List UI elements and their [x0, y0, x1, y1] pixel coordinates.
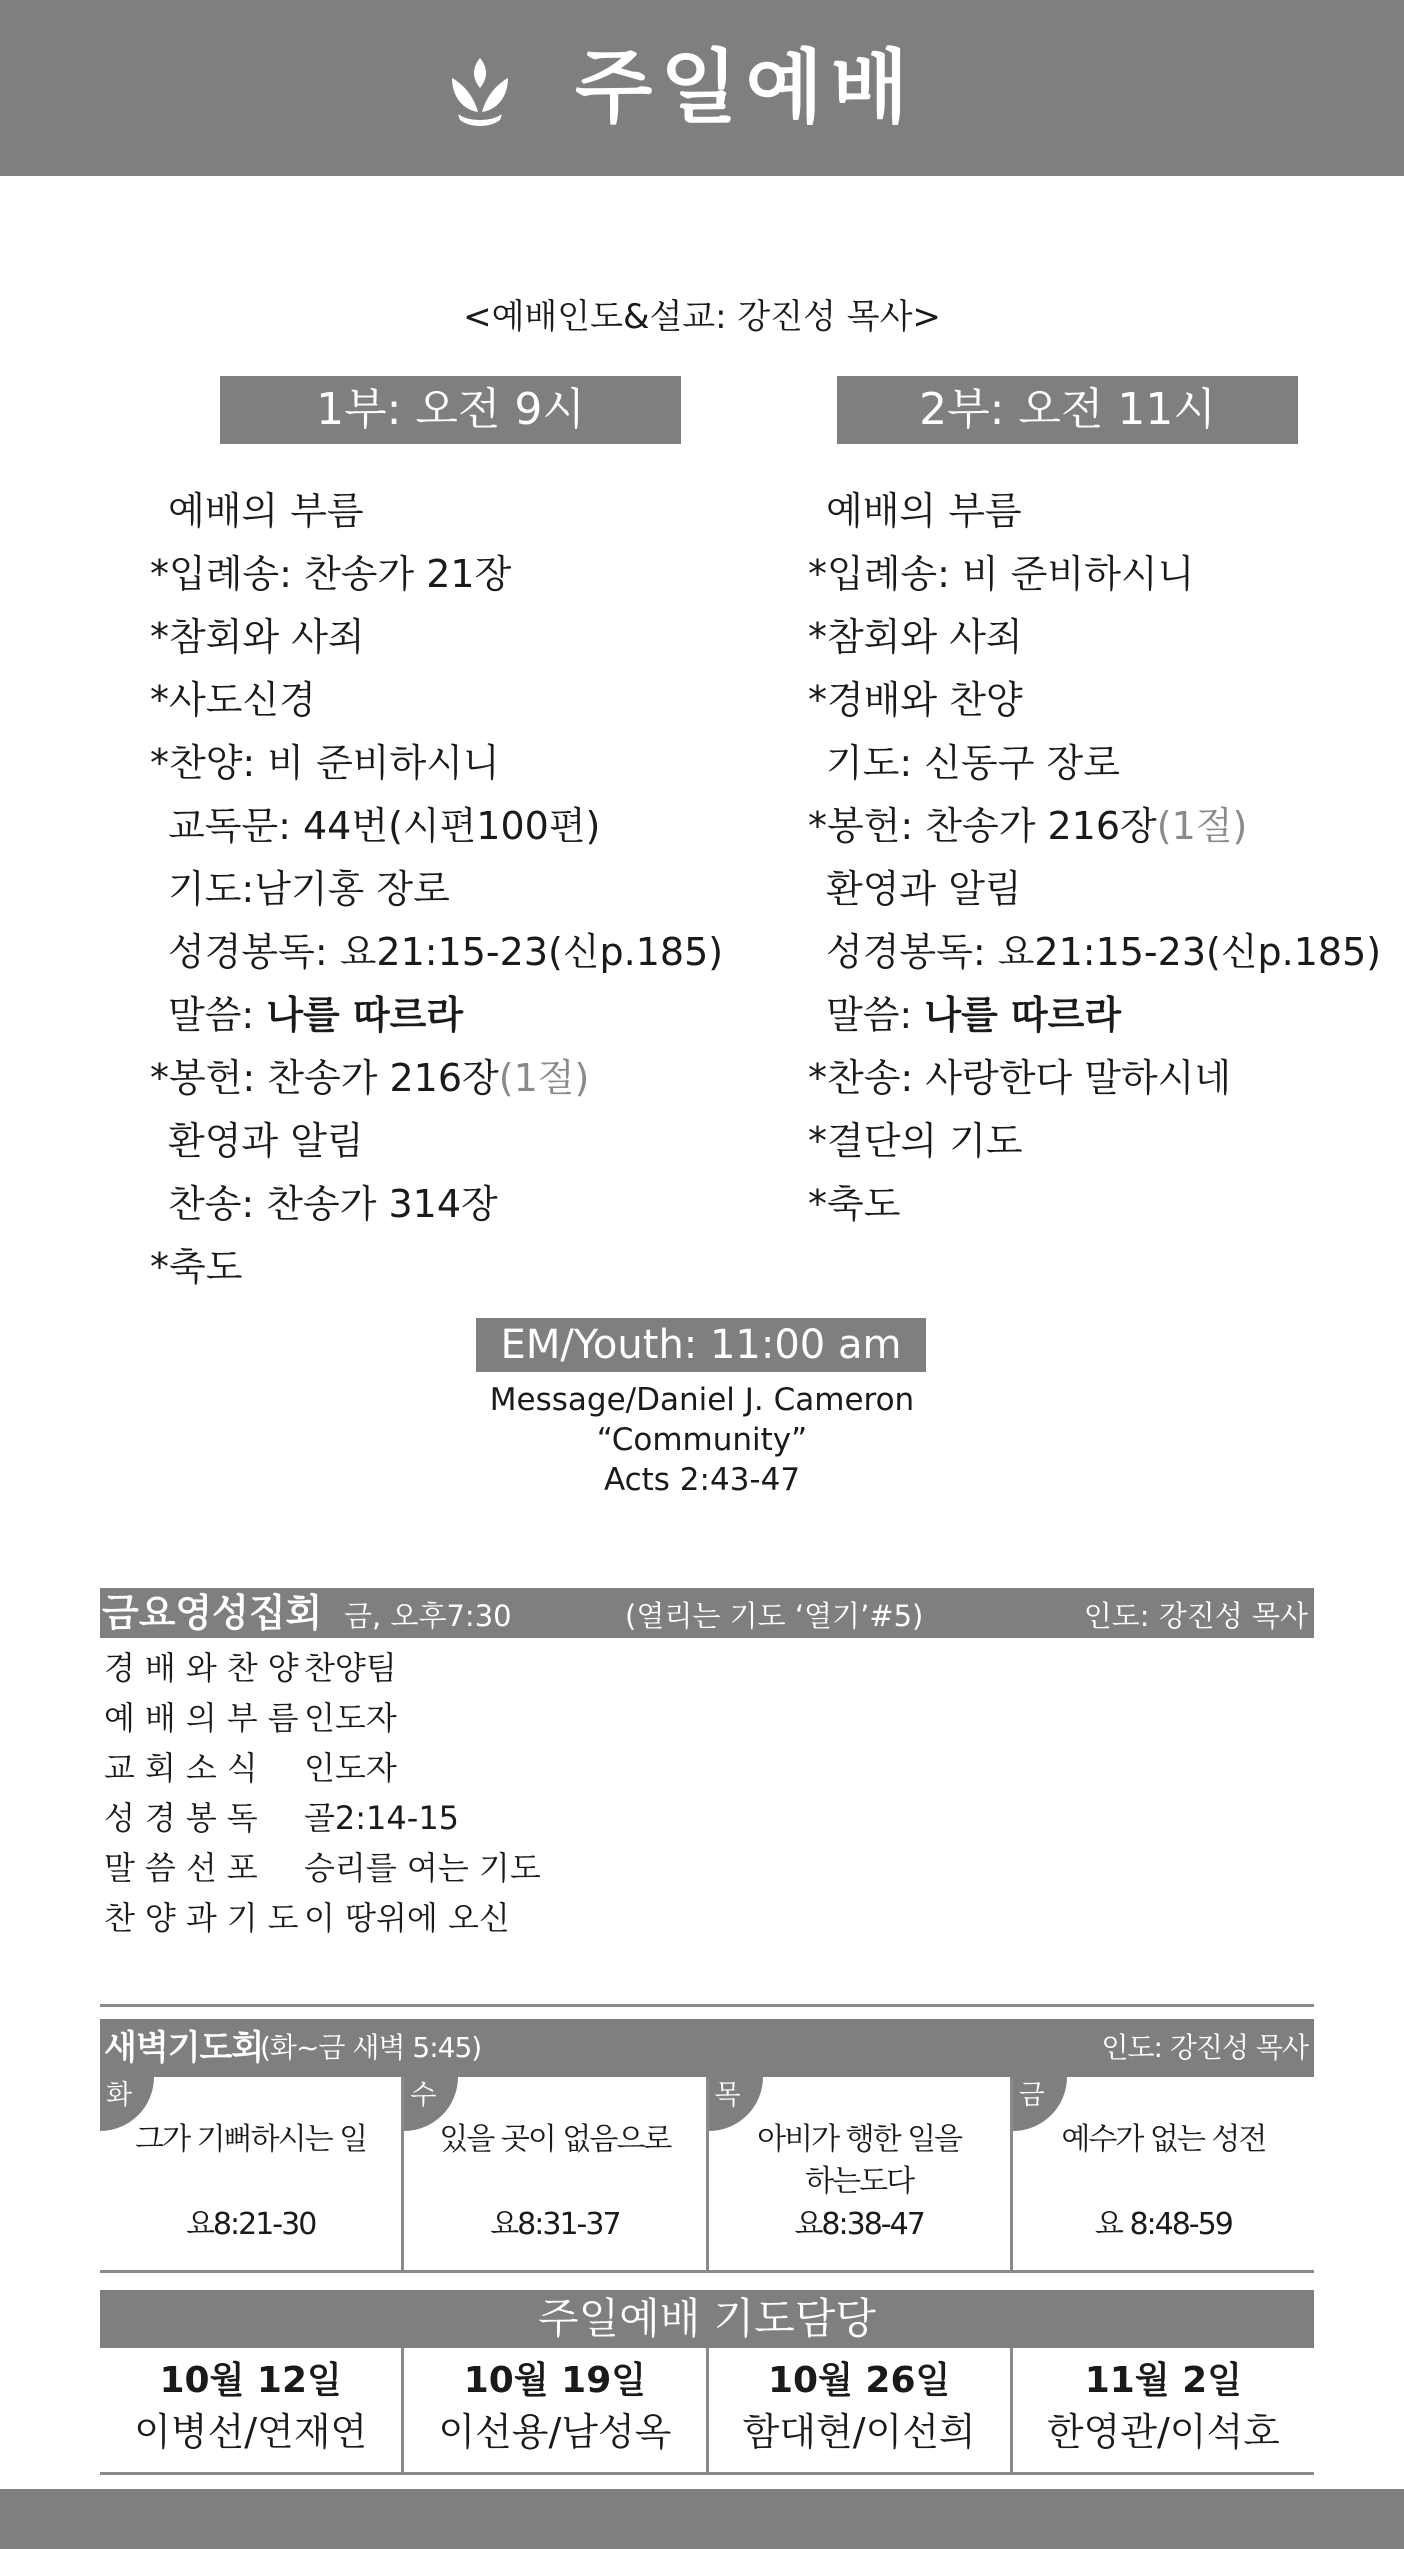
order-item-text: *참회와 사죄 — [150, 615, 365, 659]
order-item-text: *봉헌: 찬송가 216장 — [808, 804, 1157, 848]
verse-note: (1절) — [498, 1056, 590, 1100]
friday-order-value: 승리를 여는 기도 — [304, 1849, 541, 1887]
page-footer — [0, 2489, 1404, 2549]
dawn-topic: 그가 기뻐하시는 일 — [135, 2122, 367, 2157]
friday-meeting-name: 금요영성집회 — [102, 1591, 323, 1635]
friday-order-value: 인도자 — [304, 1749, 397, 1787]
order-item-text: 예배의 부름 — [168, 489, 364, 533]
section-divider — [100, 2270, 1314, 2273]
dawn-prayer-leader: 인도: 강진성 목사 — [1101, 2031, 1308, 2064]
em-message: Message/Daniel J. Cameron — [489, 1382, 915, 1418]
order-item — [150, 1173, 723, 1236]
order-item-text: *축도 — [150, 1245, 243, 1289]
dawn-day-cell — [1013, 2077, 1314, 2270]
friday-order-item — [104, 1893, 541, 1943]
dawn-prayer-name: 새벽기도회 — [104, 2028, 264, 2068]
prayer-names: 이병선/연재연 — [134, 2410, 368, 2454]
prayer-date: 10월 19일 — [463, 2360, 647, 2401]
order-item — [808, 543, 1381, 606]
prayer-names: 함대현/이선희 — [742, 2410, 976, 2454]
order-item — [808, 921, 1381, 984]
order-item — [808, 984, 1381, 1047]
order-item — [808, 669, 1381, 732]
day-badge: 화 — [100, 2077, 154, 2131]
friday-meeting-time: 금, 오후7:30 — [344, 1599, 512, 1633]
dawn-day-cell — [100, 2077, 404, 2270]
friday-meeting-theme: (열리는 기도 ‘열기’#5) — [625, 1599, 924, 1633]
friday-meeting-bar — [100, 1588, 1314, 1638]
order-item-text: 성경봉독: 요21:15-23(신p.185) — [826, 930, 1382, 974]
section-divider — [100, 2004, 1314, 2007]
order-item-text: *축도 — [808, 1182, 901, 1226]
order-item — [808, 1047, 1381, 1110]
order-item-text: *봉헌: 찬송가 216장 — [150, 1056, 499, 1100]
em-passage: Acts 2:43-47 — [603, 1462, 801, 1498]
friday-order-label: 경배와찬양 — [104, 1649, 309, 1687]
friday-order-value: 골2:14-15 — [304, 1799, 460, 1837]
dawn-reference: 요8:21-30 — [185, 2207, 316, 2242]
service1-label: 1부: 오전 9시 — [220, 376, 681, 444]
order-item — [150, 543, 723, 606]
order-item-text: 기도:남기홍 장로 — [168, 867, 450, 911]
dawn-prayer-time: (화~금 새벽 5:45) — [260, 2031, 482, 2064]
order-item-text: *입례송: 찬송가 21장 — [150, 552, 512, 596]
order-item-text: 환영과 알림 — [826, 867, 1022, 911]
order-item-text: *찬양: 비 준비하시니 — [150, 741, 500, 785]
prayer-date: 10월 12일 — [159, 2360, 342, 2401]
order-item-text: *참회와 사죄 — [808, 615, 1023, 659]
prayer-duty-cell — [100, 2348, 404, 2472]
verse-note: (1절) — [1156, 804, 1248, 848]
page-title: 주일예배 — [575, 41, 917, 134]
order-item-text: *찬송: 사랑한다 말하시네 — [808, 1056, 1232, 1100]
friday-order-value: 이 땅위에 오신 — [304, 1899, 510, 1937]
em-sermon-title: “Community” — [596, 1422, 808, 1458]
dawn-reference: 요 8:48-59 — [1094, 2207, 1232, 2242]
dawn-topic: 있을 곳이 없음으로 — [439, 2122, 671, 2157]
friday-order-label: 예배의부름 — [104, 1699, 309, 1737]
order-item — [150, 1236, 723, 1299]
prayer-duty-cell — [1013, 2348, 1314, 2472]
service2-label: 2부: 오전 11시 — [837, 376, 1298, 444]
dawn-day-cell — [404, 2077, 708, 2270]
order-item — [808, 1110, 1381, 1173]
friday-order-value: 찬양팀 — [304, 1649, 397, 1687]
order-item — [150, 480, 723, 543]
order-item — [808, 606, 1381, 669]
order-item — [808, 795, 1381, 858]
order-item — [150, 669, 723, 732]
order-item-text: *입례송: 비 준비하시니 — [808, 552, 1195, 596]
friday-meeting-leader: 인도: 강진성 목사 — [1083, 1599, 1308, 1633]
day-badge: 수 — [404, 2077, 458, 2131]
page-header — [0, 0, 1404, 176]
day-badge: 목 — [709, 2077, 763, 2131]
service2-order-list — [808, 480, 1381, 1236]
em-youth-info — [0, 1380, 1404, 1500]
em-youth-label: EM/Youth: 11:00 am — [476, 1318, 926, 1372]
dawn-prayer-grid — [100, 2077, 1314, 2270]
dawn-topic: 예수가 없는 성전 — [1061, 2122, 1266, 2157]
prayer-duty-grid — [100, 2348, 1314, 2472]
dawn-reference: 요8:31-37 — [490, 2207, 620, 2242]
prayer-duty-label: 주일예배 기도담당 — [100, 2290, 1314, 2348]
order-item — [150, 732, 723, 795]
prayer-names: 이선용/남성옥 — [438, 2410, 672, 2454]
order-item — [808, 1173, 1381, 1236]
order-item-text: 기도: 신동구 장로 — [826, 741, 1120, 785]
order-item-text: 성경봉독: 요21:15-23(신p.185) — [168, 930, 724, 974]
order-item-text: 교독문: 44번(시편100편) — [168, 804, 601, 848]
order-item-text: *사도신경 — [150, 678, 316, 722]
friday-order-item — [104, 1843, 541, 1893]
dawn-day-cell — [709, 2077, 1013, 2270]
service1-order-list — [150, 480, 723, 1299]
sermon-title: 나를 따르라 — [924, 993, 1122, 1037]
order-item-text: 말씀: — [168, 993, 267, 1037]
order-item — [150, 1110, 723, 1173]
order-item — [808, 732, 1381, 795]
friday-order-list — [104, 1643, 541, 1943]
prayer-duty-cell — [404, 2348, 708, 2472]
friday-order-label: 교회소식 — [104, 1749, 268, 1787]
order-item-text: 예배의 부름 — [826, 489, 1022, 533]
order-item — [150, 606, 723, 669]
prayer-names: 한영관/이석호 — [1046, 2410, 1280, 2454]
friday-order-label: 찬양과기도 — [104, 1899, 309, 1937]
day-badge: 금 — [1013, 2077, 1067, 2131]
friday-order-item — [104, 1743, 541, 1793]
worship-leader-line: <예배인도&설교: 강진성 목사> — [463, 297, 941, 337]
order-item — [150, 984, 723, 1047]
order-item — [150, 858, 723, 921]
friday-order-item — [104, 1693, 541, 1743]
friday-order-label: 말씀선포 — [104, 1849, 268, 1887]
dawn-topic: 아비가 행한 일을 하는도다 — [757, 2122, 962, 2199]
friday-order-item — [104, 1793, 541, 1843]
order-item — [150, 1047, 723, 1110]
flame-leaf-icon — [444, 52, 516, 132]
friday-order-label: 성경봉독 — [104, 1799, 268, 1837]
order-item-text: 찬송: 찬송가 314장 — [168, 1182, 498, 1226]
order-item-text: *경배와 찬양 — [808, 678, 1023, 722]
order-item-text: *결단의 기도 — [808, 1119, 1023, 1163]
order-item — [808, 858, 1381, 921]
order-item-text: 환영과 알림 — [168, 1119, 364, 1163]
order-item — [150, 795, 723, 858]
dawn-reference: 요8:38-47 — [794, 2207, 924, 2242]
friday-order-value: 인도자 — [304, 1699, 397, 1737]
order-item — [150, 921, 723, 984]
order-item — [808, 480, 1381, 543]
dawn-prayer-bar — [100, 2019, 1314, 2077]
prayer-duty-cell — [709, 2348, 1013, 2472]
sermon-title: 나를 따르라 — [266, 993, 464, 1037]
prayer-date: 10월 26일 — [767, 2360, 951, 2401]
prayer-date: 11월 2일 — [1084, 2360, 1242, 2401]
section-divider — [100, 2472, 1314, 2475]
order-item-text: 말씀: — [826, 993, 925, 1037]
friday-order-item — [104, 1643, 541, 1693]
